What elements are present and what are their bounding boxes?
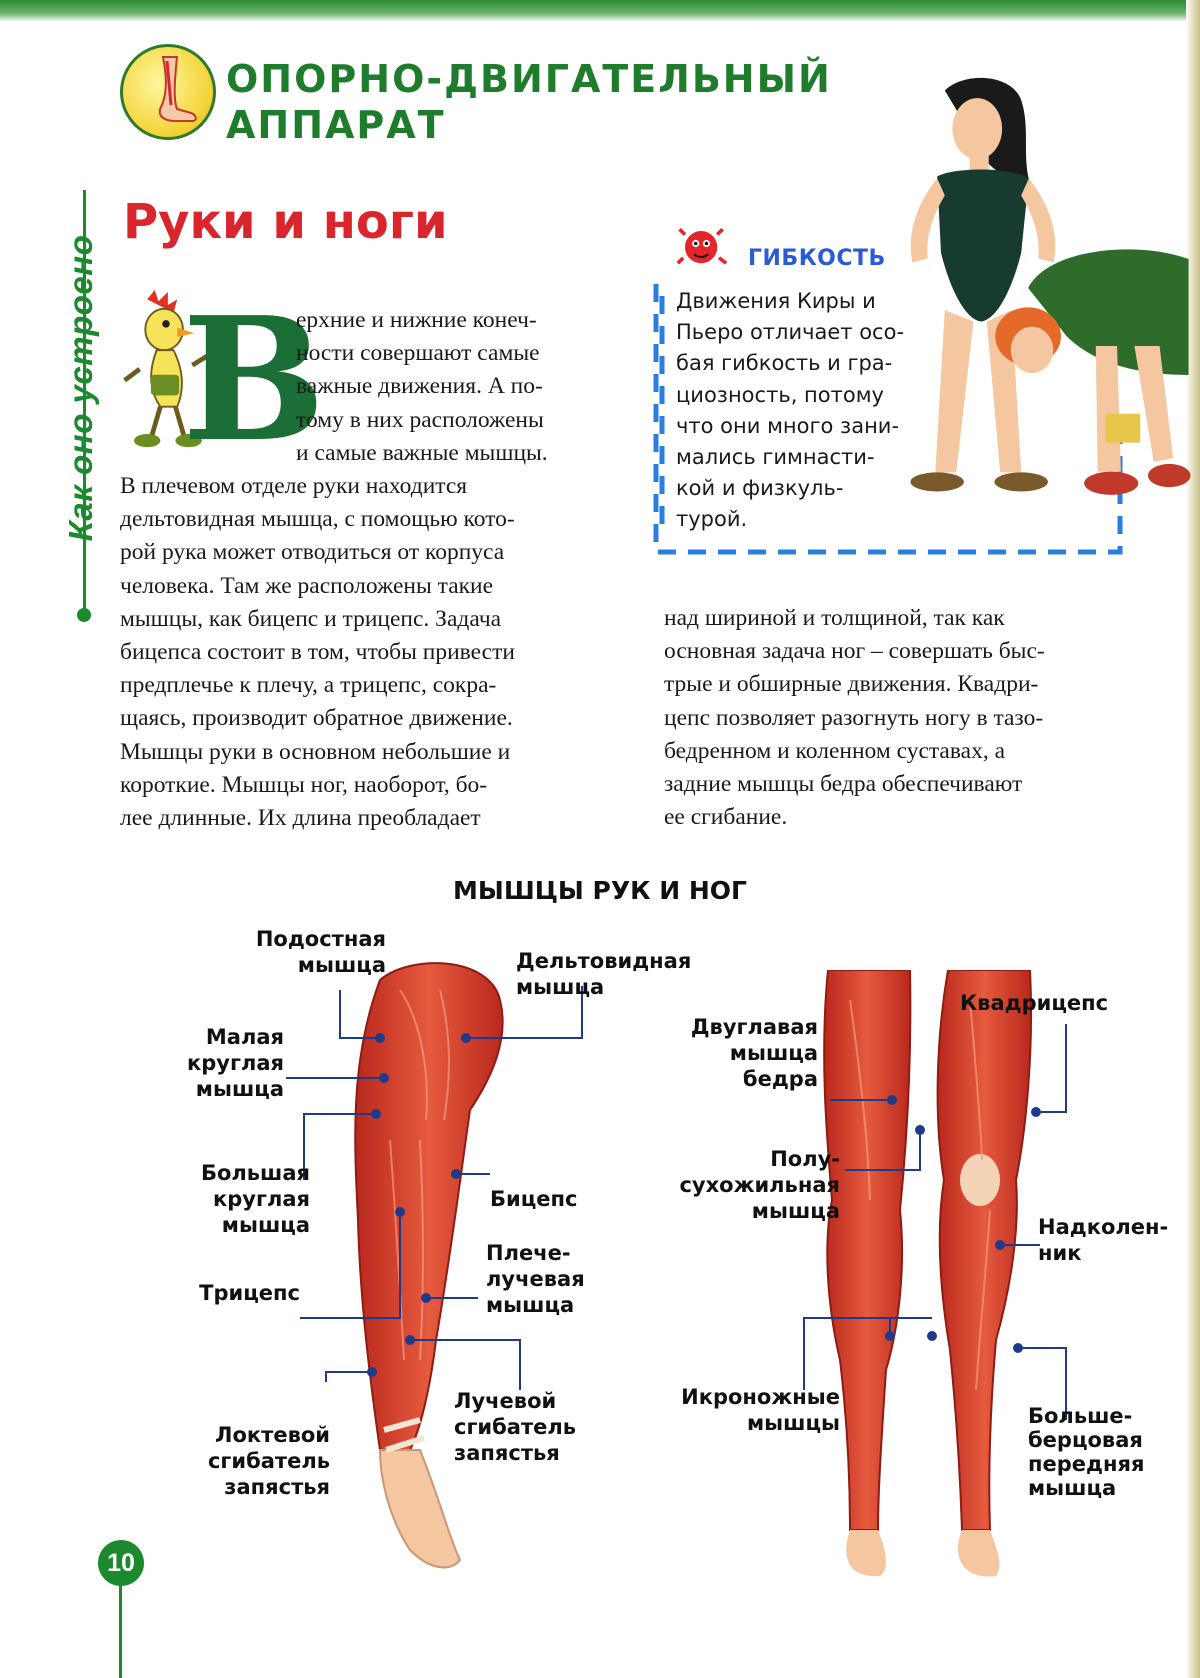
label-brachioradialis [486,1240,626,1318]
text-line: Мышцы руки в основном небольшие и [120,738,511,765]
label-line: Икроножные [681,1385,840,1409]
label-line: Надколен- [1038,1215,1169,1239]
text-line: бицепса состоит в том, чтобы привести [120,639,515,666]
label-line: сгибатель [207,1449,330,1473]
label-line: мышцы [746,1411,840,1435]
sidebar-line: что они много зани- [676,413,900,438]
label-gastrocnemius [640,1384,840,1436]
label-line: берцовая [1028,1428,1143,1452]
text-line: лее длинные. Их длина преобладает [120,805,481,832]
label-quadriceps [960,990,1140,1016]
text-line: цепс позволяет разогнуть ногу в тазо- [664,704,1044,731]
label-line: запястья [224,1475,330,1499]
text-line: бедренном и коленном суставах, а [664,737,1006,764]
label-line: Подостная [255,927,386,951]
text-line: тому в них расположены [296,406,544,433]
page-title-line2: АППАРАТ [226,103,446,147]
label-tibialis-anterior [1028,1404,1188,1500]
label-triceps [160,1280,300,1306]
text-line: ее сгибание. [664,804,788,831]
sidebar-title: ГИБКОСТЬ [748,246,886,271]
label-line: мышца [729,1041,818,1065]
sidebar-line: Пьеро отличает осо- [676,320,905,345]
sidebar-line: Движения Киры и [676,289,876,313]
label-line: Локтевой [215,1423,330,1447]
text-line: рой рука может отводиться от корпуса [120,539,505,566]
text-line: дельтовидная мышца, с помощью кото- [120,506,515,533]
label-line: мышца [751,1199,840,1223]
page-title-line1: ОПОРНО-ДВИГАТЕЛЬНЫЙ [226,57,832,101]
label-line: Двуглавая [690,1015,818,1039]
label-semitendinosus [630,1146,840,1224]
label-line: сгибатель [454,1415,577,1439]
label-line: мышца [195,1077,284,1101]
label-line: бедра [742,1067,818,1091]
text-line: короткие. Мышцы ног, наоборот, бо- [120,771,488,798]
label-line: лучевая [486,1267,585,1291]
label-line: Большая [200,1161,310,1185]
text-line: задние мышцы бедра обеспечивают [664,771,1023,798]
label-line: Дельтовидная [516,949,692,973]
label-line: Квадрицепс [960,991,1109,1015]
sidebar-line: кой и физкуль- [676,476,844,501]
text-line: трые и обширные движения. Квадри- [664,671,1039,698]
label-flexor-carpi-radialis [454,1388,614,1466]
label-line: мышца [297,953,386,977]
label-line: мышца [486,1293,575,1317]
drop-cap: В [182,280,326,480]
label-line: запястья [454,1441,560,1465]
label-line: Полу- [770,1147,840,1171]
label-line: мышца [1028,1476,1117,1500]
sidebar-line: турой. [676,507,748,532]
label-line: ник [1038,1241,1082,1265]
label-biceps [490,1186,610,1212]
text-line: В плечевом отделе руки находится [120,473,468,499]
label-line: Бицепс [490,1187,578,1211]
text-line: ерхние и нижние конеч- [296,307,537,333]
label-biceps-femoris [640,1014,818,1092]
label-line: передняя [1028,1452,1145,1476]
label-line: сухожильная [679,1173,840,1197]
label-teres-minor [150,1024,284,1102]
side-caption: Как оно устроено [62,234,99,542]
text-line: мышцы, как бицепс и трицепс. Задача [120,605,502,632]
sidebar-line: бая гибкость и гра- [676,351,893,376]
label-line: Плече- [486,1241,571,1265]
label-line: Больше- [1028,1404,1133,1428]
label-line: мышца [516,975,605,999]
text-line: над шириной и толщиной, так как [664,605,1005,631]
text-line: предплечье к плечу, а трицепс, сокра- [120,672,497,699]
text-line: человека. Там же расположены такие [120,572,494,599]
section-heading: Руки и ноги [123,194,448,250]
label-infraspinatus [200,926,386,978]
sidebar-line: циозность, потому [676,382,884,407]
sidebar-line: мались гимнасти- [676,445,875,470]
label-line: Трицепс [199,1281,300,1305]
text-line: ности совершают самые [296,340,540,367]
figure-title: МЫШЦЫ РУК И НОГ [453,876,747,905]
label-line: мышца [221,1213,310,1237]
label-line: круглая [213,1187,310,1211]
label-deltoid [516,948,736,1000]
text-line: важные движения. А по- [296,373,543,400]
label-patella [1038,1214,1188,1266]
text-line: щаясь, производит обратное движение. [120,705,513,732]
label-line: Малая [205,1025,284,1049]
label-teres-major [160,1160,310,1238]
text-line: и самые важные мышцы. [296,439,548,466]
label-line: круглая [187,1051,284,1075]
label-flexor-carpi-ulnaris [180,1422,330,1500]
text-line: основная задача ног – совершать быс- [664,638,1045,665]
label-line: Лучевой [454,1389,557,1413]
page-number: 10 [98,1540,144,1586]
